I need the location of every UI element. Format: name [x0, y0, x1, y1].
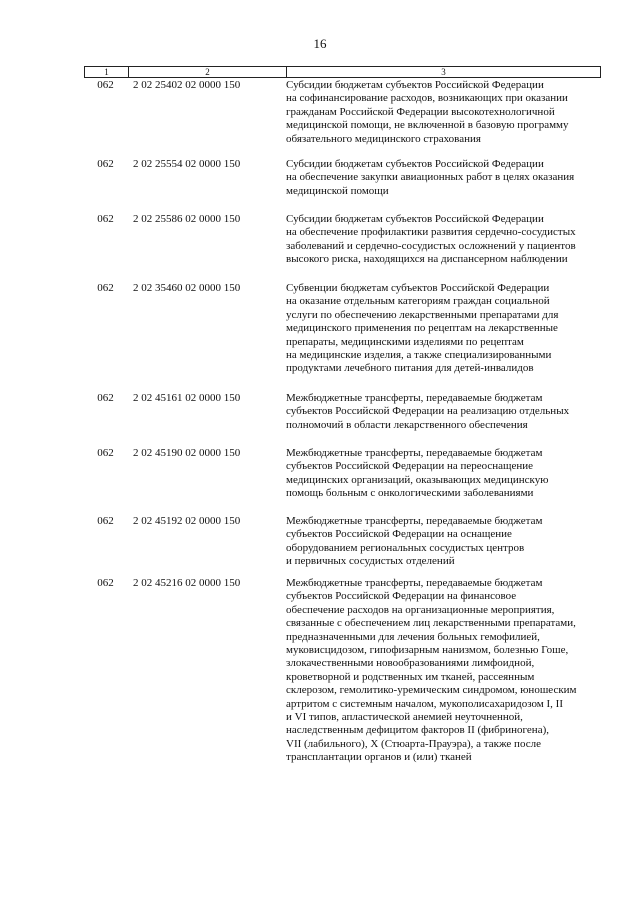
- description-line: Межбюджетные трансферты, передаваемые бюджетам: [286, 447, 543, 459]
- description-line: на медицинские изделия, а также специализированными: [286, 349, 552, 362]
- table-row: [84, 577, 599, 765]
- budget-code-cell: 2 02 25402 02 0000 150: [133, 79, 241, 91]
- description-line: субъектов Российской Федерации на переоснащение: [286, 460, 534, 473]
- table-row: [84, 79, 599, 146]
- description-line: склерозом, гемолитико-уремическим синдромом, юношеским: [286, 684, 577, 697]
- description-line: Межбюджетные трансферты, передаваемые бюджетам: [286, 392, 543, 404]
- description-line: медицинского применения по рецептам на лекарственные: [286, 322, 558, 335]
- description-line: медицинских организаций, оказывающих медицинскую: [286, 473, 549, 486]
- description-line: медицинской помощи: [286, 184, 389, 197]
- description-line: Субсидии бюджетам субъектов Российской Федерации: [286, 79, 544, 91]
- admin-code-cell: 062: [97, 282, 114, 294]
- description-line: артритом с системным началом, мукополисахаридозом I, II: [286, 697, 563, 710]
- table-row: [84, 447, 599, 501]
- table-row: [84, 282, 599, 376]
- budget-code-cell: 2 02 45216 02 0000 150: [133, 577, 241, 589]
- admin-code-cell: 062: [97, 577, 114, 589]
- description-line: Субсидии бюджетам субъектов Российской Федерации: [286, 213, 544, 225]
- description-line: связанные с обеспечением лиц лекарственными препаратами,: [286, 617, 576, 630]
- description-cell: [284, 515, 599, 569]
- admin-code-cell: 062: [97, 158, 114, 170]
- description-cell: [284, 447, 599, 501]
- description-line: на софинансирование расходов, возникающих при оказании: [286, 92, 568, 105]
- table-row: [84, 515, 599, 569]
- description-cell: [284, 282, 599, 376]
- description-line: субъектов Российской Федерации на реализацию отдельных: [286, 405, 570, 418]
- description-line: на оказание отдельным категориям граждан социальной: [286, 295, 550, 308]
- description-line: на обеспечение закупки авиационных работ в целях оказания: [286, 171, 575, 184]
- description-cell: [284, 158, 599, 198]
- description-line: полномочий в области лекарственного обеспечения: [286, 418, 528, 431]
- description-line: трансплантации органов и (или) тканей: [286, 751, 472, 764]
- description-line: кроветворной и родственных им тканей, рассеянным: [286, 670, 535, 683]
- description-line: субъектов Российской Федерации на оснащение: [286, 528, 512, 541]
- description-line: субъектов Российской Федерации на финансовое: [286, 590, 517, 603]
- description-cell: [284, 79, 599, 146]
- table-row: [84, 158, 599, 198]
- admin-code-cell: 062: [97, 213, 114, 225]
- description-line: обязательного медицинского страхования: [286, 132, 481, 145]
- description-line: муковисцидозом, гипофизарным нанизмом, болезнью Гоше,: [286, 644, 569, 657]
- description-line: Субвенции бюджетам субъектов Российской Федерации: [286, 282, 550, 294]
- admin-code-cell: 062: [97, 392, 114, 404]
- description-line: злокачественными новообразованиями лимфоидной,: [286, 657, 535, 670]
- description-line: VII (лабильного), X (Стюарта-Прауэра), а также после: [286, 737, 541, 750]
- description-line: и первичных сосудистых отделений: [286, 555, 455, 568]
- description-line: Межбюджетные трансферты, передаваемые бюджетам: [286, 577, 543, 589]
- table-header-row: [84, 66, 601, 78]
- description-line: на обеспечение профилактики развития сердечно-сосудистых: [286, 226, 576, 239]
- budget-code-cell: 2 02 45192 02 0000 150: [133, 515, 241, 527]
- description-line: помощь больным с онкологическими заболеваниями: [286, 487, 534, 500]
- admin-code-cell: 062: [97, 79, 114, 91]
- budget-code-cell: 2 02 25554 02 0000 150: [133, 158, 241, 170]
- description-line: оборудованием региональных сосудистых центров: [286, 541, 525, 554]
- header-col-3: 3: [441, 67, 446, 77]
- description-line: обеспечение расходов на организационные мероприятия,: [286, 603, 555, 616]
- description-line: предназначенными для лечения больных гемофилией,: [286, 630, 540, 643]
- budget-code-cell: 2 02 25586 02 0000 150: [133, 213, 241, 225]
- header-col-2: 2: [129, 67, 287, 77]
- description-line: медицинской помощи, не включенной в базовую программу: [286, 119, 569, 132]
- table-row: [84, 213, 599, 267]
- budget-code-cell: 2 02 35460 02 0000 150: [133, 282, 241, 294]
- description-line: препараты, медицинскими изделиями по рецептам: [286, 335, 524, 348]
- admin-code-cell: 062: [97, 515, 114, 527]
- table-row: [84, 392, 599, 432]
- admin-code-cell: 062: [97, 447, 114, 459]
- page-number: 16: [313, 36, 327, 51]
- description-line: продуктами лечебного питания для детей-инвалидов: [286, 362, 534, 375]
- description-line: высокого риска, находящихся на диспансерном наблюдении: [286, 253, 568, 266]
- description-cell: [284, 213, 599, 267]
- description-line: Межбюджетные трансферты, передаваемые бюджетам: [286, 515, 543, 527]
- header-col-1: 1: [85, 67, 129, 77]
- budget-code-cell: 2 02 45190 02 0000 150: [133, 447, 241, 459]
- description-line: услуги по обеспечению лекарственными препаратами для: [286, 308, 559, 321]
- description-cell: [284, 577, 599, 765]
- description-line: и VI типов, апластической анемией неуточненной,: [286, 711, 523, 724]
- description-cell: [284, 392, 599, 432]
- description-line: гражданам Российской Федерации высокотехнологичной: [286, 105, 555, 118]
- budget-code-cell: 2 02 45161 02 0000 150: [133, 392, 241, 404]
- description-line: Субсидии бюджетам субъектов Российской Федерации: [286, 158, 544, 170]
- description-line: наследственным дефицитом факторов II (фибриногена),: [286, 724, 549, 737]
- description-line: заболеваний и сердечно-сосудистых осложнений у пациентов: [286, 239, 576, 252]
